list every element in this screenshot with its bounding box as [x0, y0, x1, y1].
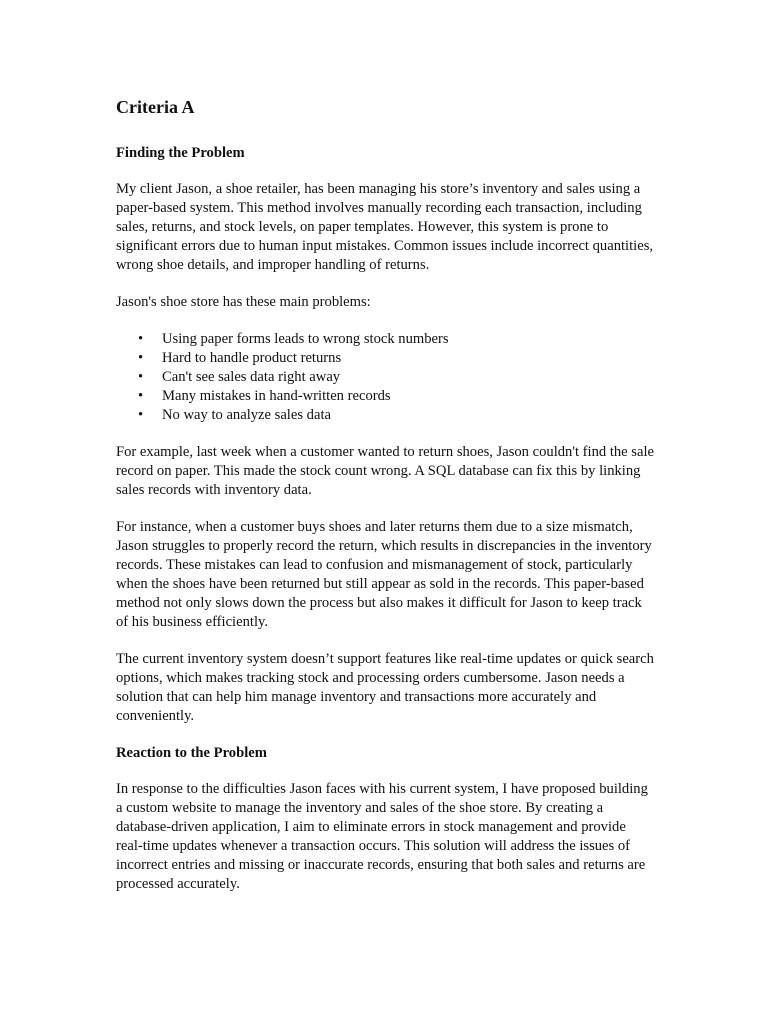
- paragraph-problems-intro: Jason's shoe store has these main problems:: [116, 294, 371, 310]
- paragraph-instance: For instance, when a customer buys shoes and later returns them due to a size mismatch, Jason struggles to properly record the return, which results in discrepancies in the inventory records. These mistakes can lead to confusion and mismanagement of stock, particularly when the shoes have been returned but still appear as sold in the records. This paper-based method not only slows down the process but also makes it difficult for Jason to keep track of his business efficiently.: [116, 519, 652, 630]
- paragraph-current-system: The current inventory system doesn’t support features like real-time updates or quick search options, which makes tracking stock and processing orders cumbersome. Jason needs a solution that can help him manage inventory and transactions more accurately and conveniently.: [116, 651, 654, 724]
- document-title: Criteria A: [116, 97, 195, 117]
- list-item: • No way to analyze sales data: [116, 406, 656, 425]
- paragraph-example: For example, last week when a customer wanted to return shoes, Jason couldn't find the sale record on paper. This made the stock count wrong. A SQL database can fix this by linking sales records with inventory data.: [116, 444, 654, 498]
- list-item: • Many mistakes in hand-written records: [116, 387, 656, 406]
- list-item: • Using paper forms leads to wrong stock numbers: [116, 330, 656, 349]
- paragraph-response: In response to the difficulties Jason faces with his current system, I have proposed building a custom website to manage the inventory and sales of the shoe store. By creating a database-driven application, I aim to eliminate errors in stock management and provide real-time updates whenever a transaction occurs. This solution will address the issues of incorrect entries and missing or inaccurate records, ensuring that both sales and returns are processed accurately.: [116, 781, 648, 892]
- list-item: • Hard to handle product returns: [116, 349, 656, 368]
- list-item: • Can't see sales data right away: [116, 368, 656, 387]
- section-heading-finding-problem: Finding the Problem: [116, 145, 245, 161]
- document-page: [116, 96, 656, 912]
- section-heading-reaction: Reaction to the Problem: [116, 745, 267, 761]
- paragraph-client-intro: My client Jason, a shoe retailer, has been managing his store’s inventory and sales using a paper-based system. This method involves manually recording each transaction, including sales, returns, and stock levels, on paper templates. However, this system is prone to significant errors due to human input mistakes. Common issues include incorrect quantities, wrong shoe details, and improper handling of returns.: [116, 181, 654, 273]
- problems-list: [116, 330, 656, 425]
